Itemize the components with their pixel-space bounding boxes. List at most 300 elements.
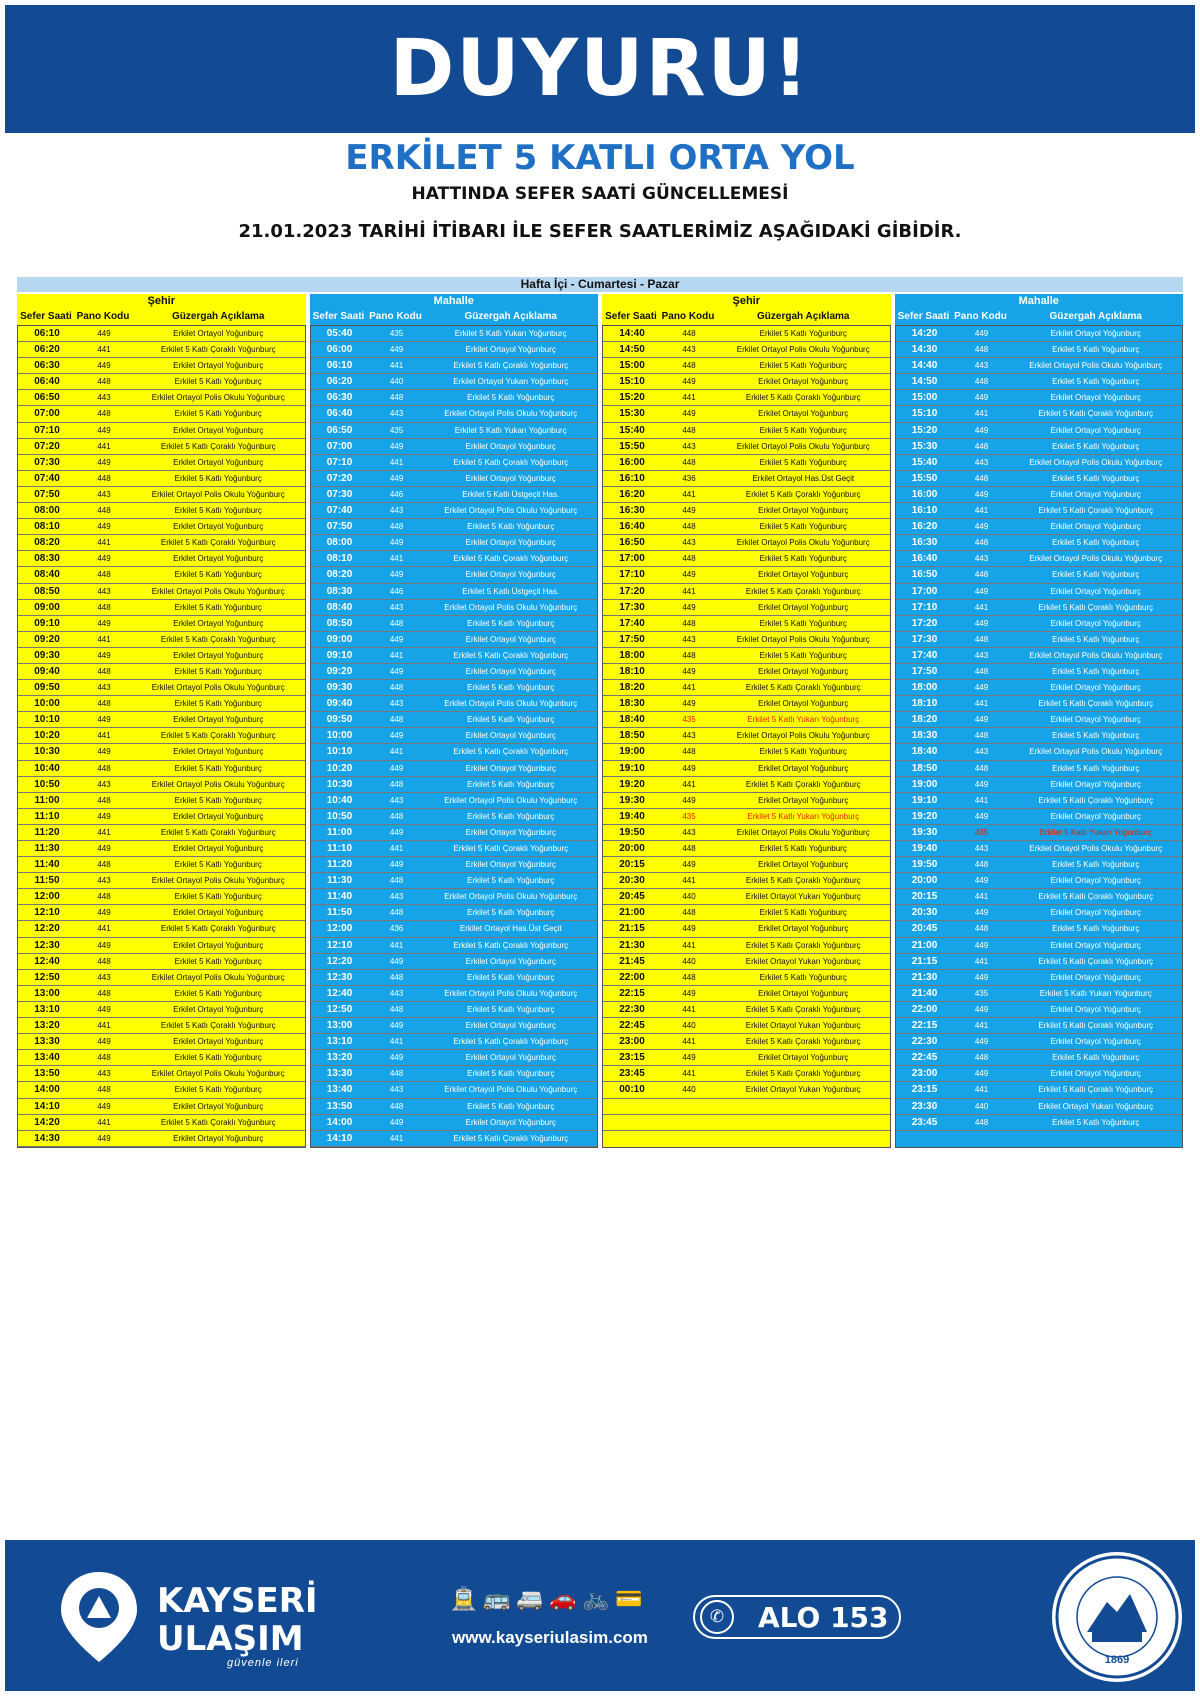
pano-code: 448 [974,634,989,644]
trip-row [311,777,598,793]
trip-time: 17:40 [911,649,938,661]
trip-time: 16:30 [619,505,645,517]
trip-row [311,664,598,680]
route-description: Erkilet 5 Katlı Yoğunburç [467,1069,555,1079]
trip-time: 22:30 [911,1036,938,1048]
trip-row [18,648,305,664]
trip-row [18,938,305,954]
trip-time: 06:40 [34,376,60,388]
route-title: ERKİLET 5 KATLI ORTA YOL [345,138,855,178]
pano-code: 449 [974,522,989,532]
route-description: Erkilet Ortayol Yoğunburç [1050,586,1141,596]
route-description: Erkilet Ortayol Yoğunburç [173,908,264,918]
empty-row [896,1131,1183,1147]
trip-time: 15:30 [911,440,938,452]
trip-time: 10:20 [34,730,60,742]
route-description: Erkilet Ortayol Yukarı Yoğunburç [745,956,861,966]
pano-code: 448 [97,1053,111,1063]
pano-code: 449 [682,377,696,387]
route-description: Erkilet 5 Katlı Yoğunburç [1052,345,1140,355]
trip-time: 14:10 [326,1132,353,1144]
schedule-table-title: Hafta İçi - Cumartesi - Pazar [17,277,1183,292]
trip-time: 21:45 [619,955,645,967]
trip-row [896,1050,1183,1066]
pano-code: 448 [974,860,989,870]
pano-code: 449 [389,956,404,966]
pano-code: 449 [389,1021,404,1031]
trip-row [896,358,1183,374]
pano-code: 449 [682,699,696,709]
pano-code: 443 [389,602,404,612]
route-description: Erkilet Ortayol Polis Okulu Yoğunburç [444,699,578,709]
trip-time: 07:30 [34,456,60,468]
route-description: Erkilet Ortayol Yukarı Yoğunburç [745,1085,861,1095]
column-header-row [895,309,1184,325]
trip-row [311,584,598,600]
trip-time: 06:10 [34,328,60,339]
trip-row [18,487,305,503]
phone-icon: ✆ [700,1600,734,1634]
column-header-route: Güzergah Açıklama [757,311,850,322]
trip-time: 08:30 [326,585,353,597]
trip-row [896,535,1183,551]
pano-code: 448 [682,650,696,660]
trip-time: 08:40 [34,569,60,581]
pano-code: 441 [389,1037,404,1047]
trip-time: 23:00 [619,1036,645,1048]
trip-row [896,1066,1183,1082]
trip-time: 16:40 [619,521,645,533]
route-description: Erkilet 5 Katlı Çoraklı Yoğunburç [745,489,861,499]
pano-code: 449 [97,425,111,435]
trip-time: 11:00 [34,794,60,806]
trip-time: 11:40 [34,859,60,871]
route-description: Erkilet Ortayol Polis Okulu Yoğunburç [151,779,285,789]
route-description: Erkilet 5 Katlı Çoraklı Yoğunburç [453,747,569,757]
block-title: Şehir [602,294,891,309]
pano-code: 449 [97,1133,111,1143]
route-description: Erkilet 5 Katlı Yoğunburç [467,779,555,789]
schedule-block-sehir [17,294,306,1148]
trip-row [18,423,305,439]
trip-row [603,1050,890,1066]
route-description: Erkilet 5 Katlı Yoğunburç [174,892,262,902]
pano-code: 443 [974,844,989,853]
trip-time: 09:10 [326,649,353,661]
trip-row [18,519,305,535]
pano-code: 449 [682,924,696,934]
trip-time: 06:30 [34,360,60,372]
pano-code: 448 [974,1053,989,1063]
pano-code: 448 [682,844,696,853]
trip-row [603,632,890,648]
trip-time: 16:20 [619,488,645,500]
trip-time: 10:50 [326,810,353,822]
route-description: Erkilet 5 Katlı Çoraklı Yoğunburç [745,1069,861,1079]
route-description: Erkilet Ortayol Yoğunburç [1050,618,1141,628]
pano-code: 448 [97,956,111,966]
trip-time: 09:40 [326,698,353,710]
pano-code: 449 [97,329,111,338]
route-description: Erkilet Ortayol Yoğunburç [173,940,264,950]
trip-row [896,664,1183,680]
route-description: Erkilet Ortayol Yoğunburç [758,409,849,419]
trip-time: 12:10 [34,907,60,919]
trip-row [18,1002,305,1018]
trip-time: 21:30 [911,971,938,983]
route-description: Erkilet Ortayol Yoğunburç [758,763,849,773]
route-description: Erkilet 5 Katlı Yoğunburç [467,1101,555,1111]
trip-time: 12:40 [34,955,60,967]
trip-row [896,551,1183,567]
route-description: Erkilet Ortayol Has.Üst Geçit [459,924,562,934]
pano-code: 449 [974,908,989,918]
trip-time: 15:40 [911,456,938,468]
route-description: Erkilet 5 Katlı Yoğunburç [759,618,847,628]
trip-time: 06:30 [326,392,353,404]
website-link[interactable]: www.kayseriulasim.com [452,1628,648,1647]
pano-code: 449 [389,441,404,451]
trip-time: 22:15 [911,1020,938,1032]
trip-time: 14:30 [34,1132,60,1144]
pano-code: 448 [974,473,989,483]
pano-code: 441 [389,844,404,853]
pano-code: 435 [389,425,404,435]
trip-row [18,342,305,358]
trip-row [896,970,1183,986]
trip-time: 10:10 [326,746,353,758]
trip-time: 22:00 [911,1003,938,1015]
trip-row [18,696,305,712]
trip-row [896,648,1183,664]
pano-code: 448 [682,908,696,918]
trip-time: 23:30 [911,1100,938,1112]
trip-row [896,567,1183,583]
trip-row [603,970,890,986]
route-description: Erkilet 5 Katlı Çoraklı Yoğunburç [160,538,276,548]
column-header-code: Pano Kodu [954,311,1007,322]
trip-row [18,503,305,519]
pano-code: 448 [97,506,111,516]
trip-time: 18:20 [911,714,938,726]
trip-row [896,406,1183,422]
pano-code: 449 [97,940,111,950]
route-description: Erkilet Ortayol Yoğunburç [1050,940,1141,950]
route-description: Erkilet 5 Katlı Yoğunburç [759,972,847,982]
pano-code: 436 [682,473,696,483]
pano-code: 449 [389,666,404,676]
pano-code: 448 [682,747,696,757]
trip-time: 15:10 [911,408,938,420]
trip-time: 18:10 [911,698,938,710]
route-description: Erkilet 5 Katlı Çoraklı Yoğunburç [453,940,569,950]
route-description: Erkilet Ortayol Yoğunburç [758,988,849,998]
trip-row [896,390,1183,406]
trip-row [18,600,305,616]
trip-row [896,921,1183,937]
pano-code: 441 [97,345,111,355]
trip-row [18,954,305,970]
column-header-time: Sefer Saati [897,311,950,322]
trip-row [603,326,890,342]
route-description: Erkilet 5 Katlı Üstgeçit Has. [462,586,560,596]
trip-row [18,1131,305,1147]
trip-row [896,584,1183,600]
trip-time: 09:20 [326,665,353,677]
trip-row [603,809,890,825]
route-description: Erkilet 5 Katlı Çoraklı Yoğunburç [1038,795,1154,805]
pano-code: 443 [97,1069,111,1079]
trip-time: 12:00 [326,923,353,935]
trip-row [311,455,598,471]
hotline-number: ALO 153 [758,1600,889,1634]
trip-time: 13:00 [34,987,60,999]
pano-code: 448 [97,409,111,419]
block-title: Şehir [17,294,306,309]
pano-code: 449 [97,522,111,532]
route-description: Erkilet 5 Katlı Yoğunburç [174,473,262,483]
pano-code: 441 [974,892,989,902]
pano-code: 448 [682,361,696,371]
trip-row [311,841,598,857]
trip-row [603,487,890,503]
route-description: Erkilet 5 Katlı Yoğunburç [1052,538,1140,548]
trip-row [896,793,1183,809]
route-description: Erkilet 5 Katlı Yoğunburç [174,795,262,805]
trip-time: 19:30 [911,826,938,838]
trip-time: 14:00 [326,1116,353,1128]
trip-time: 08:10 [326,553,353,565]
trip-time: 12:10 [326,939,353,951]
trip-time: 14:00 [34,1084,60,1096]
pano-code: 448 [974,731,989,741]
pano-code: 449 [974,393,989,403]
route-description: Erkilet 5 Katlı Yoğunburç [759,329,847,338]
trip-row [603,889,890,905]
trip-time: 17:10 [911,601,938,613]
pano-code: 449 [389,731,404,741]
pano-code: 448 [682,618,696,628]
route-description: Erkilet 5 Katlı Üstgeçit Has. [462,489,560,499]
route-description: Erkilet Ortayol Yoğunburç [465,570,556,580]
block-title: Mahalle [895,294,1184,309]
route-description: Erkilet 5 Katlı Yoğunburç [759,554,847,564]
trip-row [603,744,890,760]
trip-time: 06:50 [34,392,60,404]
trip-time: 15:50 [619,440,645,452]
location-pin-logo-icon [57,1568,141,1664]
route-description: Erkilet Ortayol Yoğunburç [1050,489,1141,499]
trip-time: 15:10 [619,376,645,388]
route-description: Erkilet Ortayol Yoğunburç [465,763,556,773]
route-description: Erkilet Ortayol Polis Okulu Yoğunburç [151,586,285,596]
schedule-blocks [17,294,1183,1148]
pano-code: 443 [682,827,696,837]
route-description: Erkilet 5 Katlı Çoraklı Yoğunburç [745,393,861,403]
pano-code: 449 [682,763,696,773]
trip-row [896,986,1183,1002]
route-description: Erkilet 5 Katlı Yoğunburç [174,1053,262,1063]
pano-code: 441 [974,1085,989,1095]
trip-row [311,921,598,937]
trip-row [18,439,305,455]
trip-row [18,1115,305,1131]
pano-code: 449 [389,763,404,773]
trip-row [18,777,305,793]
trip-row [18,358,305,374]
route-description: Erkilet Ortayol Polis Okulu Yoğunburç [736,634,870,644]
pano-code: 441 [97,538,111,548]
trip-row [603,728,890,744]
column-header-route: Güzergah Açıklama [1049,311,1142,322]
trip-time: 07:50 [34,488,60,500]
route-description: Erkilet Ortayol Polis Okulu Yoğunburç [151,1069,285,1079]
pano-code: 449 [974,683,989,693]
trip-time: 18:20 [619,682,645,694]
trip-time: 17:50 [911,665,938,677]
pano-code: 448 [97,666,111,676]
pano-code: 448 [974,538,989,548]
pano-code: 448 [682,554,696,564]
route-description: Erkilet Ortayol Yoğunburç [1050,1037,1141,1047]
pano-code: 435 [682,811,696,821]
route-description: Erkilet 5 Katlı Yoğunburç [174,956,262,966]
trip-row [18,793,305,809]
route-description: Erkilet 5 Katlı Yoğunburç [1052,860,1140,870]
trip-time: 22:30 [619,1003,645,1015]
pano-code: 441 [682,683,696,693]
route-description: Erkilet Ortayol Yukarı Yoğunburç [453,377,569,387]
trip-row [896,680,1183,696]
trip-time: 19:50 [619,826,645,838]
pano-code: 448 [389,876,404,886]
trip-time: 14:50 [911,376,938,388]
trip-time: 07:30 [326,488,353,500]
trip-row [896,471,1183,487]
pano-code: 449 [389,538,404,548]
trip-time: 09:40 [34,665,60,677]
route-description: Erkilet 5 Katlı Yukarı Yoğunburç [747,811,860,821]
pano-code: 449 [97,908,111,918]
route-description: Erkilet 5 Katlı Yoğunburç [467,811,555,821]
route-description: Erkilet Ortayol Yoğunburç [465,860,556,870]
trip-time: 18:00 [619,649,645,661]
trip-time: 11:50 [34,875,60,887]
trip-time: 17:00 [619,553,645,565]
pano-code: 440 [682,892,696,902]
trip-row [18,986,305,1002]
trip-time: 13:10 [326,1036,353,1048]
trip-time: 23:00 [911,1068,938,1080]
pano-code: 441 [97,1117,111,1127]
route-description: Erkilet Ortayol Polis Okulu Yoğunburç [151,683,285,693]
pano-code: 443 [97,876,111,886]
trip-row [896,777,1183,793]
trip-time: 10:40 [326,794,353,806]
pano-code: 449 [97,844,111,853]
route-description: Erkilet 5 Katlı Çoraklı Yoğunburç [453,361,569,371]
route-description: Erkilet Ortayol Yoğunburç [173,747,264,757]
trip-row [896,374,1183,390]
pano-code: 449 [97,361,111,371]
pano-code: 449 [389,827,404,837]
trip-time: 08:00 [34,505,60,517]
trip-time: 14:30 [911,344,938,356]
route-description: Erkilet Ortayol Yoğunburç [173,522,264,532]
trip-row [311,616,598,632]
route-description: Erkilet Ortayol Yoğunburç [758,795,849,805]
pano-code: 448 [97,892,111,902]
pano-code: 443 [682,538,696,548]
pano-code: 443 [97,393,111,403]
pano-code: 449 [974,586,989,596]
trip-time: 12:30 [326,971,353,983]
trip-time: 14:40 [619,328,645,339]
route-description: Erkilet 5 Katlı Çoraklı Yoğunburç [1038,409,1154,419]
trip-time: 18:50 [911,762,938,774]
schedule-block-mahalle [310,294,599,1148]
trip-row [18,841,305,857]
trip-row [311,390,598,406]
route-description: Erkilet Ortayol Yoğunburç [173,329,264,338]
route-description: Erkilet 5 Katlı Çoraklı Yoğunburç [745,779,861,789]
pano-code: 449 [974,811,989,821]
trip-time: 19:10 [911,794,938,806]
trip-row [896,487,1183,503]
route-description: Erkilet Ortayol Yoğunburç [1050,715,1141,725]
trip-row [311,761,598,777]
transit-card-icon: 💳 [615,1586,643,1611]
route-description: Erkilet Ortayol Yoğunburç [1050,1004,1141,1014]
pano-code: 441 [389,361,404,371]
trip-time: 16:00 [911,488,938,500]
trip-time: 21:15 [911,955,938,967]
trip-time: 14:20 [911,328,938,339]
pano-code: 441 [389,1133,404,1143]
route-description: Erkilet Ortayol Yoğunburç [758,699,849,709]
empty-row [603,1115,890,1131]
route-description: Erkilet Ortayol Yoğunburç [173,1101,264,1111]
route-description: Erkilet 5 Katlı Çoraklı Yoğunburç [745,1004,861,1014]
route-description: Erkilet 5 Katlı Çoraklı Yoğunburç [745,940,861,950]
trip-time: 17:20 [911,617,938,629]
pano-code: 435 [974,827,989,837]
route-description: Erkilet 5 Katlı Yoğunburç [1052,1117,1140,1127]
pano-code: 448 [389,1101,404,1111]
pano-code: 441 [974,409,989,419]
route-description: Erkilet 5 Katlı Yukarı Yoğunburç [1039,827,1152,837]
trip-row [311,374,598,390]
route-description: Erkilet 5 Katlı Yoğunburç [467,908,555,918]
trip-time: 19:30 [619,794,645,806]
trip-time: 07:20 [34,440,60,452]
pano-code: 449 [97,1037,111,1047]
route-description: Erkilet Ortayol Polis Okulu Yoğunburç [444,892,578,902]
route-description: Erkilet Ortayol Yoğunburç [173,554,264,564]
route-description: Erkilet 5 Katlı Yoğunburç [1052,377,1140,387]
route-description: Erkilet 5 Katlı Çoraklı Yoğunburç [745,683,861,693]
trip-time: 05:40 [326,328,353,339]
trip-time: 13:30 [34,1036,60,1048]
brand-name [157,1582,318,1658]
trip-row [311,986,598,1002]
pano-code: 441 [389,554,404,564]
trip-list [310,325,599,1148]
pano-code: 448 [389,1004,404,1014]
pano-code: 448 [97,988,111,998]
hotline-badge[interactable] [693,1595,901,1639]
trip-time: 17:30 [619,601,645,613]
